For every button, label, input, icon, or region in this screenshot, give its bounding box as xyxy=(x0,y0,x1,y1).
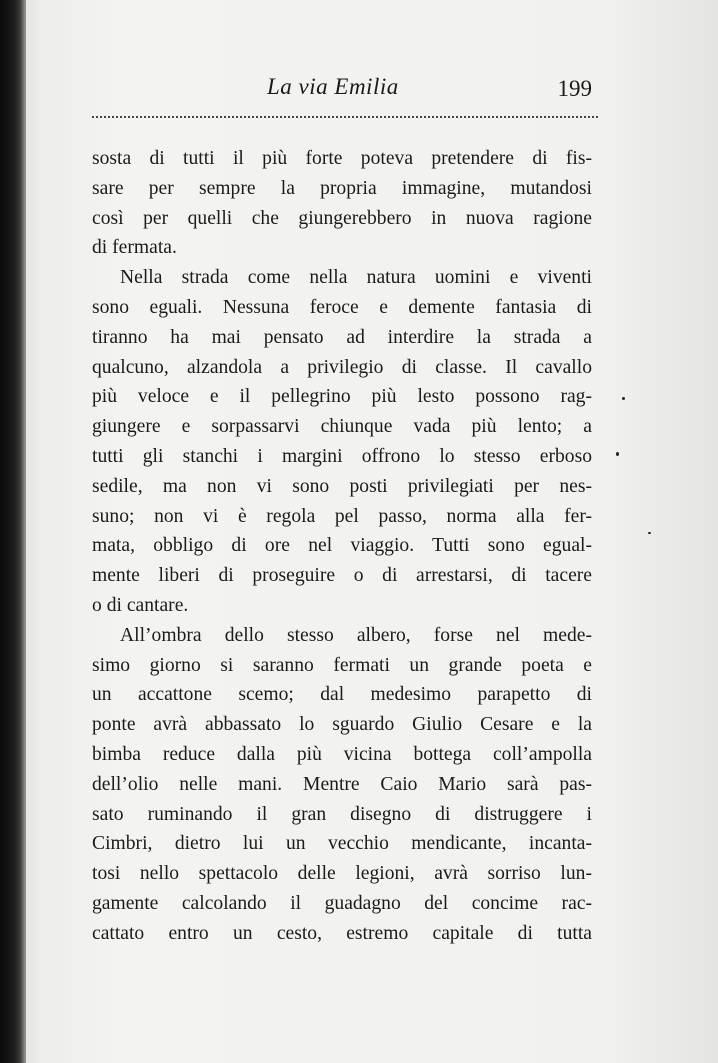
text-line: qualcuno, alzandola a privilegio di classe. Il cavallo xyxy=(92,356,592,378)
header-rule xyxy=(92,116,598,118)
text-line: gamente calcolando il guadagno del concime rac- xyxy=(92,892,592,914)
text-line: più veloce e il pellegrino più lesto possono rag- xyxy=(92,386,592,408)
page-number: 199 xyxy=(557,76,592,101)
text-line: un accattone scemo; dal medesimo parapetto di xyxy=(92,684,592,706)
text-line: cattato entro un cesto, estremo capitale di tutta xyxy=(92,922,592,944)
scan-speck xyxy=(616,452,619,456)
scan-speck xyxy=(622,397,625,400)
text-line: bimba reduce dalla più vicina bottega coll’ampolla xyxy=(92,743,592,765)
text-line: sono eguali. Nessuna feroce e demente fantasia di xyxy=(92,296,592,318)
text-line: tosi nello spettacolo delle legioni, avrà sorriso lun- xyxy=(92,863,592,885)
text-line: tiranno ha mai pensato ad interdire la strada a xyxy=(92,326,592,348)
scan-speck xyxy=(648,532,651,534)
text-line: dell’olio nelle mani. Mentre Caio Mario sarà pas- xyxy=(92,773,592,795)
text-line: mata, obbligo di ore nel viaggio. Tutti sono egual- xyxy=(92,535,592,557)
text-line: mente liberi di proseguire o di arrestarsi, di tacere xyxy=(92,565,592,587)
text-line: tutti gli stanchi i margini offrono lo stesso erboso xyxy=(92,445,592,467)
text-line: Cimbri, dietro lui un vecchio mendicante, incanta- xyxy=(92,833,592,855)
text-line: simo giorno si saranno fermati un grande poeta e xyxy=(92,654,592,676)
running-title: La via Emilia xyxy=(267,74,399,99)
book-spine-shadow xyxy=(0,0,26,1063)
text-line: così per quelli che giungerebbero in nuova ragione xyxy=(92,207,592,229)
text-line: sedile, ma non vi sono posti privilegiati per nes- xyxy=(92,475,592,497)
text-line: All’ombra dello stesso albero, forse nel mede- xyxy=(120,624,592,646)
text-line: di fermata. xyxy=(92,237,177,259)
text-line: sare per sempre la propria immagine, mutandosi xyxy=(92,177,592,199)
text-line: ponte avrà abbassato lo sguardo Giulio Cesare e la xyxy=(92,714,592,736)
text-line: suno; non vi è regola pel passo, norma alla fer- xyxy=(92,505,592,527)
page-header xyxy=(92,70,602,106)
body-text xyxy=(92,144,592,949)
text-line: sato ruminando il gran disegno di distruggere i xyxy=(92,803,592,825)
text-line: sosta di tutti il più forte poteva pretendere di fis- xyxy=(92,148,592,169)
text-line: o di cantare. xyxy=(92,594,189,616)
text-line: giungere e sorpassarvi chiunque vada più lento; a xyxy=(92,416,592,438)
text-line: Nella strada come nella natura uomini e viventi xyxy=(120,267,592,289)
